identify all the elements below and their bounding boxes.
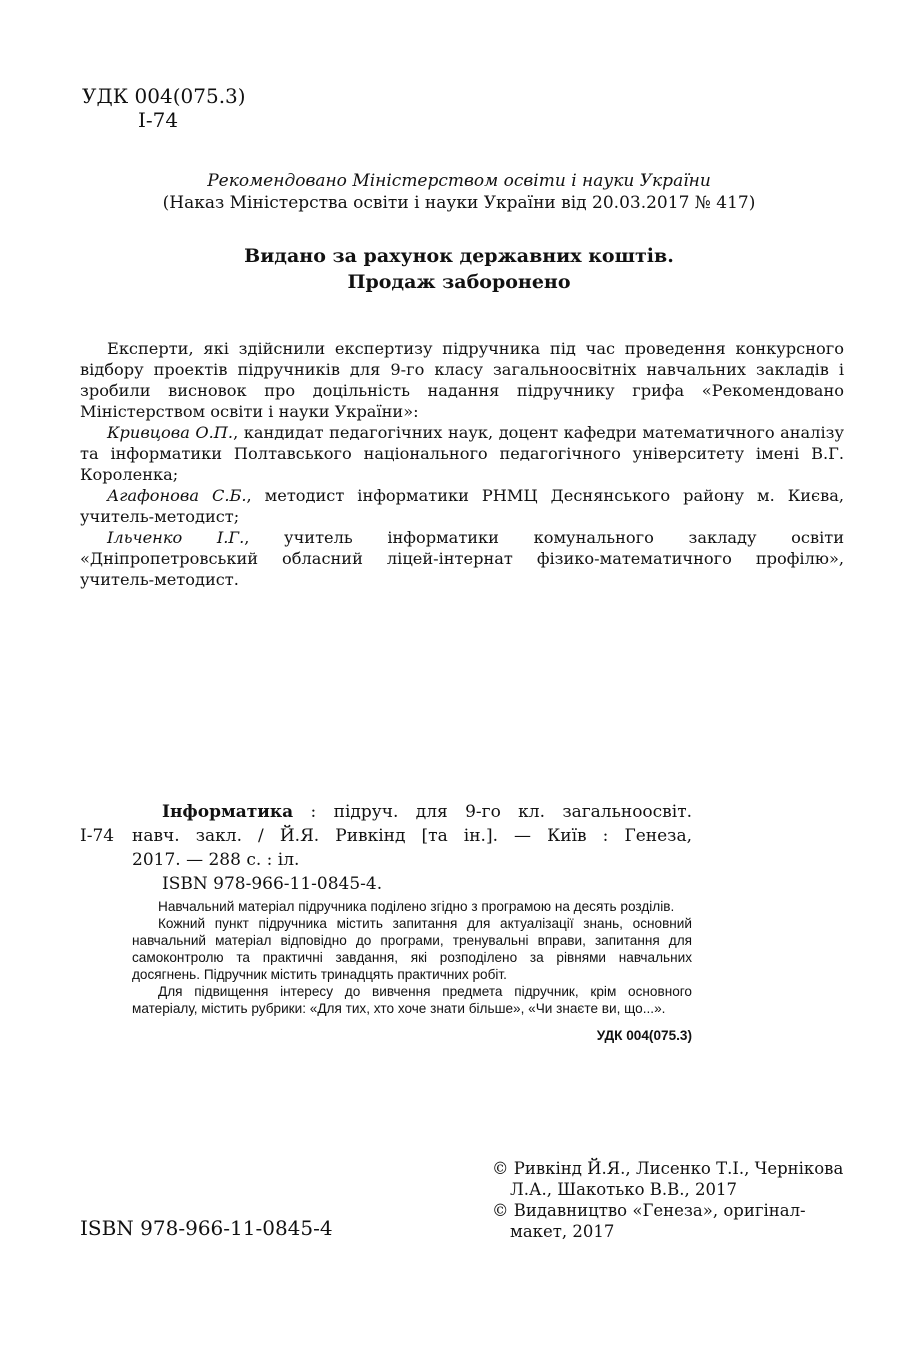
udk-header xyxy=(82,84,246,132)
funding-notice xyxy=(0,243,918,295)
annotation-paragraph: Для підвищення інтересу до вивчення предмета підручник, крім основного матеріалу, містить рубрики: «Для тих, хто хоче знати більше», «Чи знаєте ви, що...». xyxy=(132,984,692,1016)
udk-code: УДК 004(075.3) xyxy=(82,84,246,108)
experts-intro: Експерти, які здійснили експертизу підручника під час проведення конкурсного відбору проектів підручників для 9-го класу загальноосвітніх навчальних закладів і зробили висновок про доцільність надання підручнику грифа «Рекомендовано Міністерством освіти і науки України»: xyxy=(80,339,844,421)
expert-description: , методист інформатики РНМЦ Деснянського району м. Києва, учитель-методист; xyxy=(80,486,844,526)
expert-name: Кривцова О.П. xyxy=(107,423,234,442)
biblio-line-1: Інформатика : підруч. для 9-го кл. загальноосвіт. xyxy=(162,802,692,822)
recommendation-block xyxy=(0,170,918,214)
biblio-line-3: 2017. — 288 с. : іл. xyxy=(132,850,300,870)
expert-entry xyxy=(80,485,844,527)
book-title: Інформатика xyxy=(162,802,294,822)
biblio-line-2: І-74 навч. закл. / Й.Я. Ривкінд [та ін.]. — Київ : Генеза, xyxy=(80,826,692,846)
bibliographic-record xyxy=(80,800,692,896)
annotation-paragraph: Кожний пункт підручника містить запитання для актуалізації знань, основний навчальний матеріал відповідно до програми, тренувальні вправи, запитання для самоконтролю та практичні завдання, які розподілено за рівнями навчальних досягнень. Підручник містить тринадцять практичних робіт. xyxy=(132,916,692,982)
order-reference: (Наказ Міністерства освіти і науки України від 20.03.2017 № 417) xyxy=(162,193,756,213)
expert-description: , кандидат педагогічних наук, доцент кафедри математичного аналізу та інформатики Полтавського національного педагогічного університету імені В.Г. Короленка; xyxy=(80,423,844,484)
annotation xyxy=(132,898,692,1044)
biblio-isbn: ISBN 978-966-11-0845-4. xyxy=(162,874,383,894)
biblio-class-mark: І-74 xyxy=(80,826,115,846)
copyright-authors: © Ривкінд Й.Я., Лисенко Т.І., Чернікова Л.А., Шакотько В.В., 2017 xyxy=(492,1159,844,1199)
annotation-udk: УДК 004(075.3) xyxy=(596,1028,692,1043)
experts-block xyxy=(80,338,844,590)
isbn-footer: ISBN 978-966-11-0845-4 xyxy=(80,1216,333,1240)
funding-line: Видано за рахунок державних коштів. xyxy=(244,245,674,267)
recommendation-line: Рекомендовано Міністерством освіти і науки України xyxy=(207,171,711,191)
expert-name: Агафонова С.Б. xyxy=(107,486,247,505)
expert-entry xyxy=(80,422,844,485)
sale-prohibited-line: Продаж заборонено xyxy=(347,271,571,293)
class-mark: І-74 xyxy=(138,108,179,132)
copyright-block xyxy=(492,1158,852,1242)
expert-description: , учитель інформатики комунального закладу освіти «Дніпропетровський обласний ліцей-інтернат фізико-математичного профілю», учитель-методист. xyxy=(80,528,844,589)
annotation-paragraph: Навчальний матеріал підручника поділено згідно з програмою на десять розділів. xyxy=(158,899,675,914)
expert-name: Ільченко І.Г. xyxy=(107,528,245,547)
copyright-publisher: © Видавництво «Генеза», оригінал-макет, 2017 xyxy=(492,1201,806,1241)
expert-entry xyxy=(80,527,844,590)
